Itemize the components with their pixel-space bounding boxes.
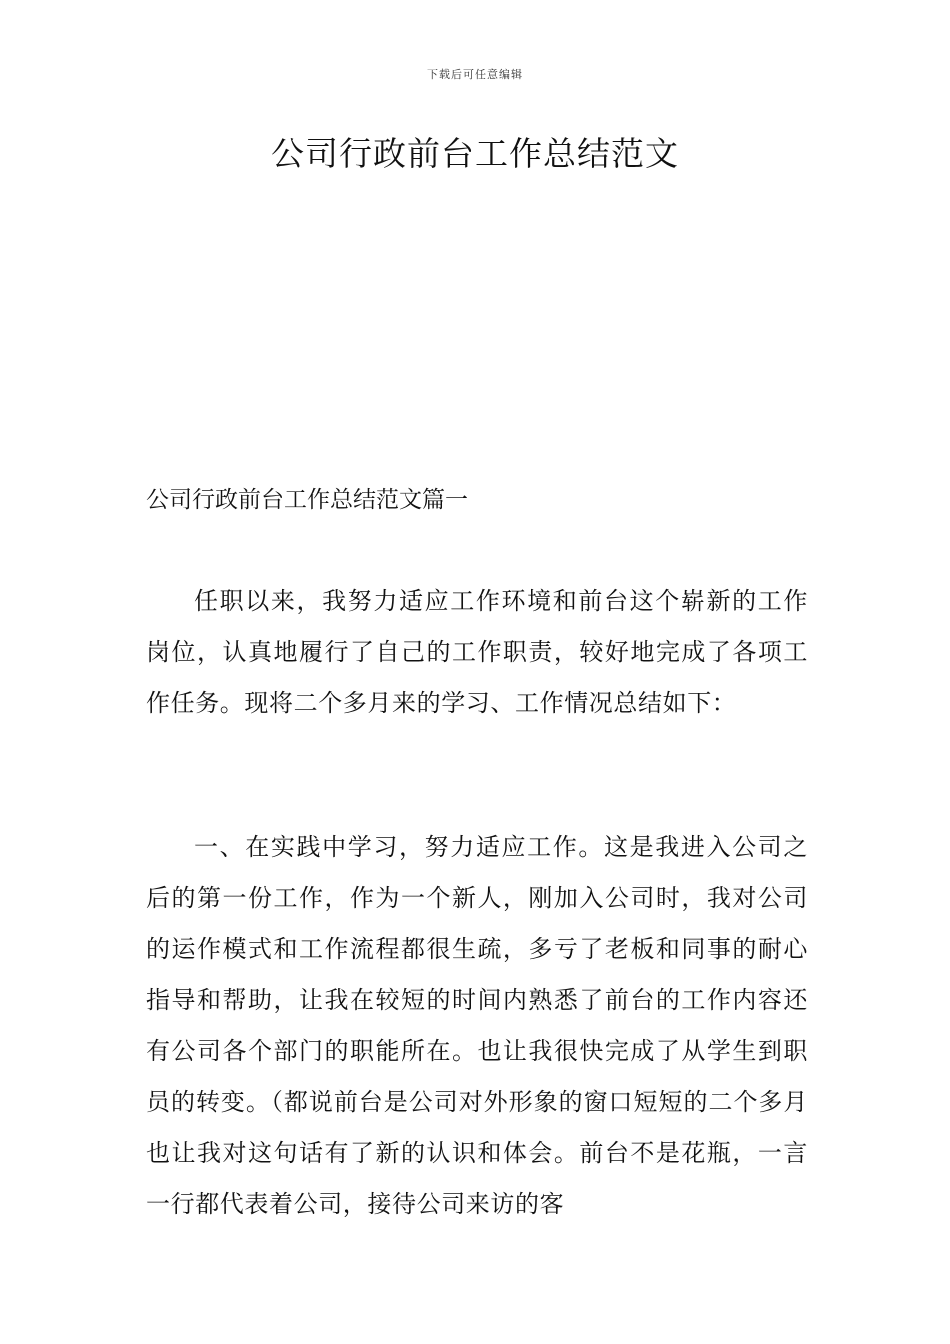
section-heading: 公司行政前台工作总结范文篇一: [146, 487, 468, 513]
body-paragraph-point-one: 一、在实践中学习，努力适应工作。这是我进入公司之后的第一份工作，作为一个新人，刚加入公司时，我对公司的运作模式和工作流程都很生疏，多亏了老板和同事的耐心指导和帮助，让我在较短的时间内熟悉了前台的工作内容还有公司各个部门的职能所在。也让我很快完成了从学生到职员的转变。（都说前台是公司对外形象的窗口短短的二个多月也让我对这句话有了新的认识和体会。前台不是花瓶，一言一行都代表着公司，接待公司来访的客: [146, 833, 808, 1218]
body-paragraph-intro: 任职以来，我努力适应工作环境和前台这个崭新的工作岗位，认真地履行了自己的工作职责，较好地完成了各项工作任务。现将二个多月来的学习、工作情况总结如下：: [146, 587, 808, 717]
document-title: 公司行政前台工作总结范文: [271, 134, 679, 173]
header-note: 下载后可任意编辑: [427, 68, 523, 81]
